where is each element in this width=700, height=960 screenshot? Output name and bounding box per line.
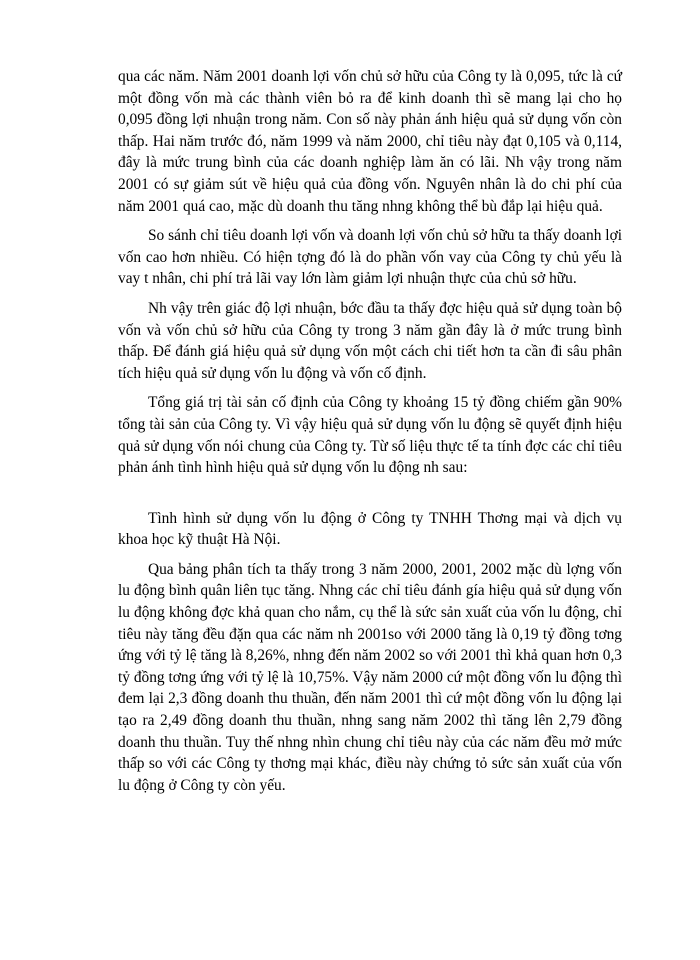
paragraph-profit-perspective: Nh vậy trên giác độ lợi nhuận, bớc đầu ta thấy đợc hiệu quả sử dụng toàn bộ vốn và vốn chủ sở hữu của Công ty trong 3 năm gần đây là ở mức trung bình thấp. Để đánh giá hiệu quả sử dụng vốn một cách chi tiết hơn ta cần đi sâu phân tích hiệu quả sử dụng vốn lu động và vốn cố định. bbox=[118, 299, 622, 382]
table-caption: Tình hình sử dụng vốn lu động ở Công ty TNHH Thơng mại và dịch vụ khoa học kỹ thuật Hà Nội. bbox=[118, 509, 622, 549]
table-placeholder-gap bbox=[118, 487, 622, 508]
paragraph-roa-comparison: So sánh chỉ tiêu doanh lợi vốn và doanh lợi vốn chủ sở hữu ta thấy doanh lợi vốn cao hơn nhiều. Có hiện tợng đó là do phần vốn vay của Công ty chủ yếu là vay t nhân, chi phí trả lãi vay lớn làm giảm lợi nhuận thực của chủ sở hữu. bbox=[118, 227, 622, 288]
paragraph-roe-analysis: qua các năm. Năm 2001 doanh lợi vốn chủ sở hữu của Công ty là 0,095, tức là cứ một đồng vốn mà các thành viên bỏ ra để kinh doanh thì sẽ mang lại cho họ 0,095 đồng lợi nhuận trong năm. Con số này phản ánh hiệu quả sử dụng vốn còn thấp. Hai năm trước đó, năm 1999 và năm 2000, chỉ tiêu này đạt 0,105 và 0,114, đây là mức trung bình của các doanh nghiệp làm ăn có lãi. Nh vậy trong năm 2001 có sự giảm sút về hiệu quả của đồng vốn. Nguyên nhân là do chi phí của năm 2001 quá cao, mặc dù doanh thu tăng nhng không thể bù đắp lại hiệu quả. bbox=[118, 68, 622, 215]
paragraph-working-capital-analysis: Qua bảng phân tích ta thấy trong 3 năm 2000, 2001, 2002 mặc dù lợng vốn lu động bình quân liên tục tăng. Nhng các chỉ tiêu đánh gía hiệu quả sử dụng vốn lu động không đợc khả quan cho nắm, cụ thể là sức sản xuất của vốn lu động, chỉ tiêu này tăng đều đặn qua các năm nh 2001so với 2000 tăng là 0,19 tỷ đồng tơng ứng với tỷ lệ tăng là 8,26%, nhng đến năm 2002 so với 2001 thì khả quan hơn 0,3 tỷ đồng tơng ứng với tỷ lệ là 10,75%. Vậy năm 2000 cứ một đồng vốn lu động thì đem lại 2,3 đồng doanh thu thuần, đến năm 2001 thì cứ một đồng vốn lu động lại tạo ra 2,49 đồng doanh thu thuần, nhng sang năm 2002 thì tăng lên 2,79 đồng doanh thu thuần. Tuy thế nhng nhìn chung chỉ tiêu này của các năm đều mở mức thấp so với các Công ty thơng mại khác, điều này chứng tỏ sức sản xuất của vốn lu động ở Công ty còn yếu. bbox=[118, 560, 622, 794]
paragraph-fixed-assets: Tổng giá trị tài sản cố định của Công ty khoảng 15 tỷ đồng chiếm gần 90% tổng tài sản của Công ty. Vì vậy hiệu quả sử dụng vốn lu động sẽ quyết định hiệu quả sử dụng vốn nói chung của Công ty. Từ số liệu thực tế ta tính đợc các chỉ tiêu phản ánh tình hình hiệu quả sử dụng vốn lu động nh sau: bbox=[118, 394, 622, 477]
document-body bbox=[118, 66, 622, 804]
